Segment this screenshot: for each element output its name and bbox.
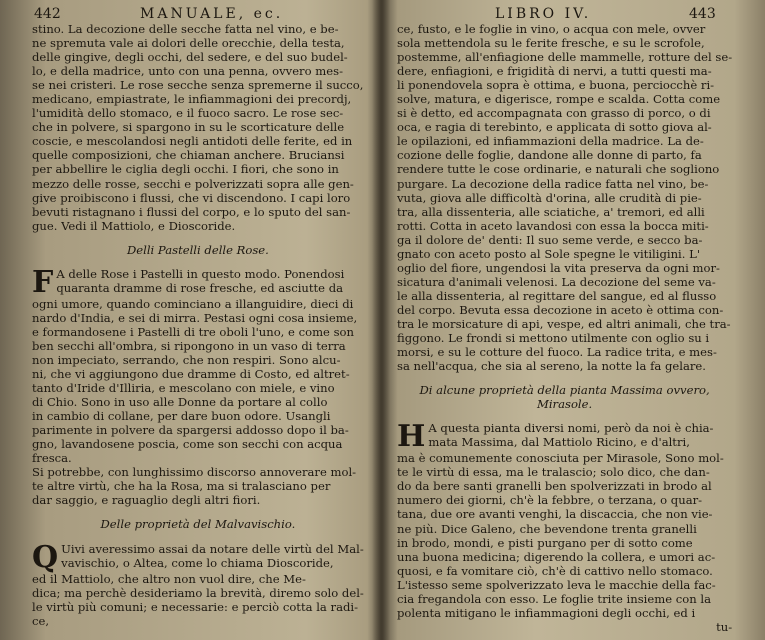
paragraph xyxy=(397,421,732,620)
text-line: che in polvere, si spargono in su le scorticature delle xyxy=(32,120,345,135)
text-line: in brodo, mondi, e pisti purgano per di sotto come xyxy=(397,535,693,550)
text-line: di Chio. Sono in uso alle Donne da portare al collo xyxy=(32,395,328,410)
text-line: solve, matura, e digerisce, rompe e scalda. Cotta come xyxy=(397,92,721,107)
catchword: tu- xyxy=(716,619,733,634)
text-line: stino. La decozione delle secche fatta nel vino, e be- xyxy=(32,22,339,36)
text-line: cozione delle foglie, dandone alle donne di parto, fa xyxy=(397,148,702,163)
text-line: medicano, empiastrate, le infiammagioni dei precordj, xyxy=(32,92,352,107)
text-line: te altre virtù, che ha la Rosa, ma si tralasciano per xyxy=(32,479,331,494)
text-line: tana, due ore avanti venghi, la discaccia, che non vie- xyxy=(397,507,713,522)
text-line: dar saggio, e raguaglio degli altri fiori. xyxy=(32,493,261,508)
text-line: ne più. Dice Galeno, che bevendone trenta granelli xyxy=(397,521,697,536)
text-line: quelle composizioni, che chiaman anchere. Bruciansi xyxy=(32,148,345,163)
text-line: tra le morsicature di api, vespe, ed altri animali, che tra- xyxy=(397,316,731,331)
paragraph xyxy=(397,22,732,373)
text-line: gnato con aceto posto al Sole spegne le vitiligini. L' xyxy=(397,246,701,261)
drop-cap: H xyxy=(397,419,426,455)
page-number: 443 xyxy=(689,6,716,22)
text-line: bevuti ristagnano i flussi del corpo, e lo sputo del san- xyxy=(32,204,351,219)
text-line: le opilazioni, ed infiammazioni della madrice. La de- xyxy=(397,134,704,149)
running-head: LIBRO IV. xyxy=(495,6,592,22)
right-page-text xyxy=(397,22,732,634)
left-page xyxy=(0,0,378,640)
text-line: sa nell'acqua, che sia al sereno, la notte la fa gelare. xyxy=(397,359,706,374)
text-line: A questa pianta diversi nomi, però da noi è chia- xyxy=(428,421,714,436)
text-line: numero dei giorni, ch'è la febbre, o terzana, o quar- xyxy=(397,493,703,508)
text-line: ce, fusto, e le foglie in vino, o acqua con mele, ovver xyxy=(397,22,706,36)
text-line: tanto d'Iride d'Illiria, e mescolano con miele, e vino xyxy=(32,381,335,396)
text-line: morsi, e su le cotture del fuoco. La radice trita, e mes- xyxy=(397,345,717,360)
text-line: le virtù più comuni; e necessarie: e perciò cotta la radi- xyxy=(32,599,359,614)
text-line: oca, e ragia di terebinto, e applicata di sotto giova al- xyxy=(397,120,712,135)
text-line: purgare. La decozione della radice fatta nel vino, be- xyxy=(397,176,709,191)
text-line: tra, alla dissenteria, alle sciatiche, a' tremori, ed alli xyxy=(397,204,705,219)
text-line: Uivi averessimo assai da notare delle virtù del Mal- xyxy=(61,541,364,556)
section-heading: Delle proprietà del Malvavischio. xyxy=(100,517,296,532)
text-line: ni, che vi aggiungono due dramme di Costo, ed altret- xyxy=(32,366,350,381)
text-line: sola mettendola su le ferite fresche, e su le scrofole, xyxy=(397,36,705,51)
text-line: dica; ma perchè desideriamo la brevità, diremo solo del- xyxy=(32,585,364,600)
text-line: li ponendovela sopra è ottima, e buona, perciocchè ri- xyxy=(397,78,715,93)
text-line: Si potrebbe, con lunghissimo discorso annoverare mol- xyxy=(32,465,357,480)
running-head: MANUALE, ec. xyxy=(140,6,284,22)
text-line: gue. Vedi il Mattiolo, e Dioscoride. xyxy=(32,218,236,233)
text-line: postemme, all'enfiagione delle mammelle, rotture del se- xyxy=(397,50,733,65)
text-line: nardo d'India, e sei di mirra. Pestasi ogni cosa insieme, xyxy=(32,310,358,325)
paragraph xyxy=(32,539,364,628)
text-line: ogni umore, quando cominciano a illanguidire, dieci di xyxy=(32,296,354,311)
left-page-text xyxy=(32,22,364,628)
text-line: L'istesso seme spolverizzato leva le macchie della fac- xyxy=(397,577,716,592)
text-line: ma è comunemente conosciuta per Mirasole, Sono mol- xyxy=(397,451,724,466)
text-line: give proibiscono i flussi, che vi discendono. I capi loro xyxy=(32,190,351,205)
text-line: si è detto, ed accompagnata con grasso di porco, o di xyxy=(397,106,711,121)
paragraph xyxy=(32,22,364,233)
text-line: lo, e della madrice, unto con una penna, ovvero mes- xyxy=(32,64,343,79)
text-line: parimente in polvere da spargersi addosso dopo il ba- xyxy=(32,423,349,438)
text-line: coscie, e mescolandosi negli antidoti delle ferite, ed in xyxy=(32,134,353,149)
text-line: ben secchi all'ombra, si ripongono in un vaso di terra xyxy=(32,338,346,353)
text-line: se nei cristeri. Le rose secche senza spremerne il succo, xyxy=(32,78,364,93)
text-line: e formandosene i Pastelli di tre oboli l'uno, e come son xyxy=(32,324,355,339)
right-page xyxy=(387,0,765,640)
text-line: oglio del fiore, ungendosi la vita preserva da ogni mor- xyxy=(397,260,720,275)
page-number: 442 xyxy=(34,6,61,22)
text-line: ed il Mattiolo, che altro non vuol dire, che Me- xyxy=(32,571,306,586)
text-line: cia fregandola con esso. Le foglie trite insieme con la xyxy=(397,591,712,606)
text-line: A delle Rose i Pastelli in questo modo. Ponendosi xyxy=(56,266,345,281)
text-line: ga il dolore de' denti: Il suo seme verde, e secco ba- xyxy=(397,232,703,247)
drop-cap: Q xyxy=(32,539,59,575)
text-line: vuta, giova alle difficoltà d'orina, alle crudità di pie- xyxy=(397,190,702,205)
text-line: le alla dissenteria, al regittare del sangue, ed al flusso xyxy=(397,288,717,303)
text-line: rendere tutte le cose ordinarie, e naturali che sogliono xyxy=(397,162,720,177)
text-line: mezzo delle rosse, secchi e polverizzati sopra alle gen- xyxy=(32,176,354,191)
text-line: in cambio di collane, per dare buon odore. Usangli xyxy=(32,409,331,424)
text-line: vavischio, o Altea, come lo chiama Dioscoride, xyxy=(61,555,334,570)
text-line: figgono. Le frondi si mettono utilmente con oglio su i xyxy=(397,331,710,346)
text-line: polenta mitigano le infiammagioni degli occhi, ed i xyxy=(397,605,696,620)
text-line: fresca. xyxy=(32,451,72,466)
text-line: sicatura d'animali velenosi. La decozione del seme va- xyxy=(397,274,716,289)
section-heading-continued: Mirasole. xyxy=(536,397,593,412)
section-heading: Delli Pastelli delle Rose. xyxy=(126,242,269,257)
text-line: gno, lavandosene poscia, come son secchi con acqua xyxy=(32,437,343,452)
text-line: rotti. Cotta in aceto lavandosi con essa la bocca miti- xyxy=(397,218,709,233)
text-line: mata Massima, dal Mattiolo Ricino, e d'altri, xyxy=(428,435,690,450)
text-line: ne spremuta vale ai dolori delle orecchie, della testa, xyxy=(32,36,345,51)
text-line: te le virtù di essa, ma le tralascio; solo dico, che dan- xyxy=(397,465,710,480)
text-line: del corpo. Bevuta essa decozione in aceto è ottima con- xyxy=(397,302,724,317)
text-line: dere, enfiagioni, e frigidità di nervi, a tutti questi ma- xyxy=(397,64,712,79)
paragraph xyxy=(32,264,364,508)
drop-cap: F xyxy=(32,264,54,300)
text-line: quosi, e fa vomitare ciò, ch'è di cattivo nello stomaco. xyxy=(397,563,713,578)
text-line: do da bere santi granelli ben spolverizzati in brodo al xyxy=(397,479,712,494)
text-line: ce, xyxy=(32,613,50,628)
text-line: una buona medicina; digerendo la collera, e umori ac- xyxy=(397,549,716,564)
text-line: quaranta dramme di rose fresche, ed asciutte da xyxy=(56,280,344,295)
text-line: delle gingive, degli occhi, del sedere, e del suo budel- xyxy=(32,50,348,65)
text-line: per abbellire le ciglia degli occhi. I fiori, che sono in xyxy=(32,162,339,177)
section-heading: Di alcune proprietà della pianta Massima ovvero, xyxy=(419,383,710,398)
text-line: non impeciato, serrando, che non respiri. Sono alcu- xyxy=(32,352,341,367)
text-line: l'umidità dello stomaco, e il fuoco sacro. Le rose sec- xyxy=(32,106,344,121)
